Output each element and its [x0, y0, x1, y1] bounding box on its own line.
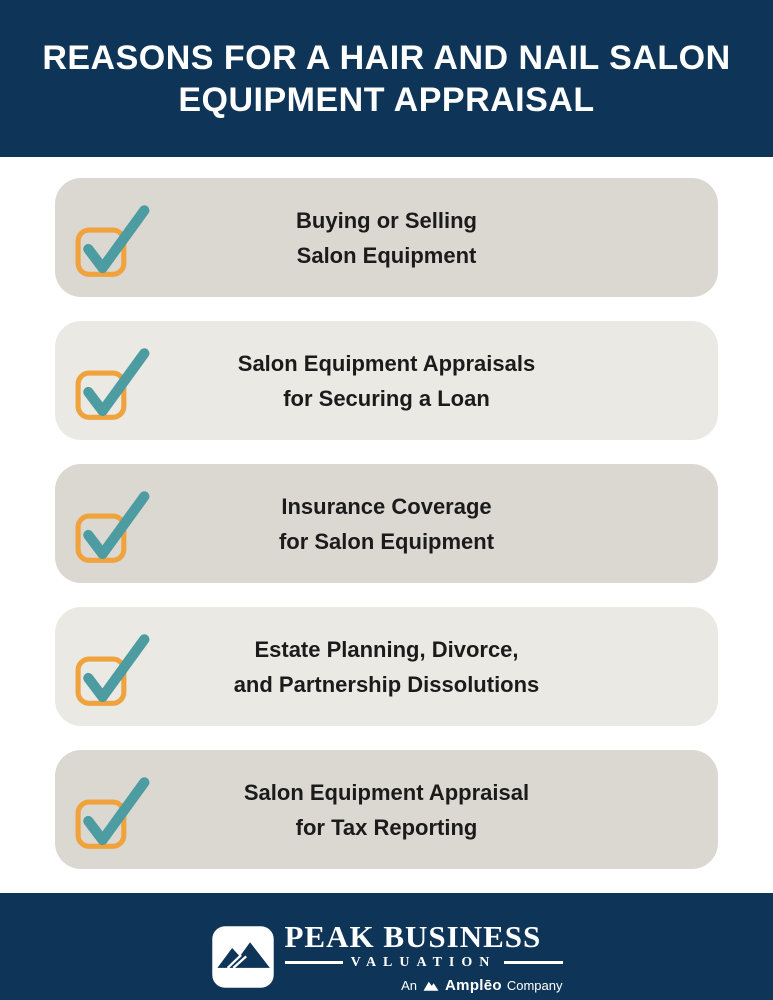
ampleo-tagline: [285, 977, 563, 994]
checkbox-checked-icon: [71, 338, 153, 424]
tagline-brand: Amplēo: [445, 976, 502, 994]
brand-logo: [211, 918, 563, 994]
header-banner: [0, 0, 773, 157]
reason-line-2: for Tax Reporting: [295, 814, 478, 840]
tagline-suffix: Company: [506, 977, 563, 993]
reason-line-2: Salon Equipment: [296, 242, 477, 268]
mountain-logo-icon: [211, 925, 275, 989]
reason-text: [55, 775, 718, 845]
reason-card-buying-selling: [55, 178, 718, 297]
left-rule: [285, 961, 343, 964]
reason-line-1: Estate Planning, Divorce,: [254, 636, 519, 662]
reason-line-2: and Partnership Dissolutions: [233, 671, 540, 697]
footer-banner: [0, 893, 773, 1000]
reason-line-1: Salon Equipment Appraisals: [237, 350, 536, 376]
reason-text: [55, 632, 718, 702]
reason-text: [55, 489, 718, 559]
page-title-line-1: REASONS FOR A HAIR AND NAIL SALON: [42, 38, 731, 77]
checkbox-checked-icon: [71, 195, 153, 281]
reason-line-2: for Securing a Loan: [283, 385, 490, 411]
page-title-line-2: EQUIPMENT APPRAISAL: [178, 80, 595, 119]
reason-card-insurance: [55, 464, 718, 583]
reasons-list: [0, 157, 773, 893]
reason-line-2: for Salon Equipment: [278, 528, 495, 554]
checkbox-checked-icon: [71, 767, 153, 853]
reason-text: [55, 203, 718, 273]
reason-card-securing-loan: [55, 321, 718, 440]
brand-subtitle-row: [285, 955, 563, 971]
reason-card-estate-divorce: [55, 607, 718, 726]
reason-text: [55, 346, 718, 416]
reason-line-1: Buying or Selling: [296, 207, 477, 233]
tagline-prefix: An: [401, 977, 418, 993]
checkbox-checked-icon: [71, 481, 153, 567]
reason-line-1: Insurance Coverage: [281, 493, 492, 519]
ampleo-mountain-mark-icon: [422, 979, 440, 992]
right-rule: [504, 961, 562, 964]
brand-subtitle: VALUATION: [350, 954, 497, 970]
checkbox-checked-icon: [71, 624, 153, 710]
reason-line-1: Salon Equipment Appraisal: [243, 779, 530, 805]
reason-card-tax-reporting: [55, 750, 718, 869]
brand-text-block: [284, 918, 563, 994]
brand-name: PEAK BUSINESS: [284, 918, 542, 954]
